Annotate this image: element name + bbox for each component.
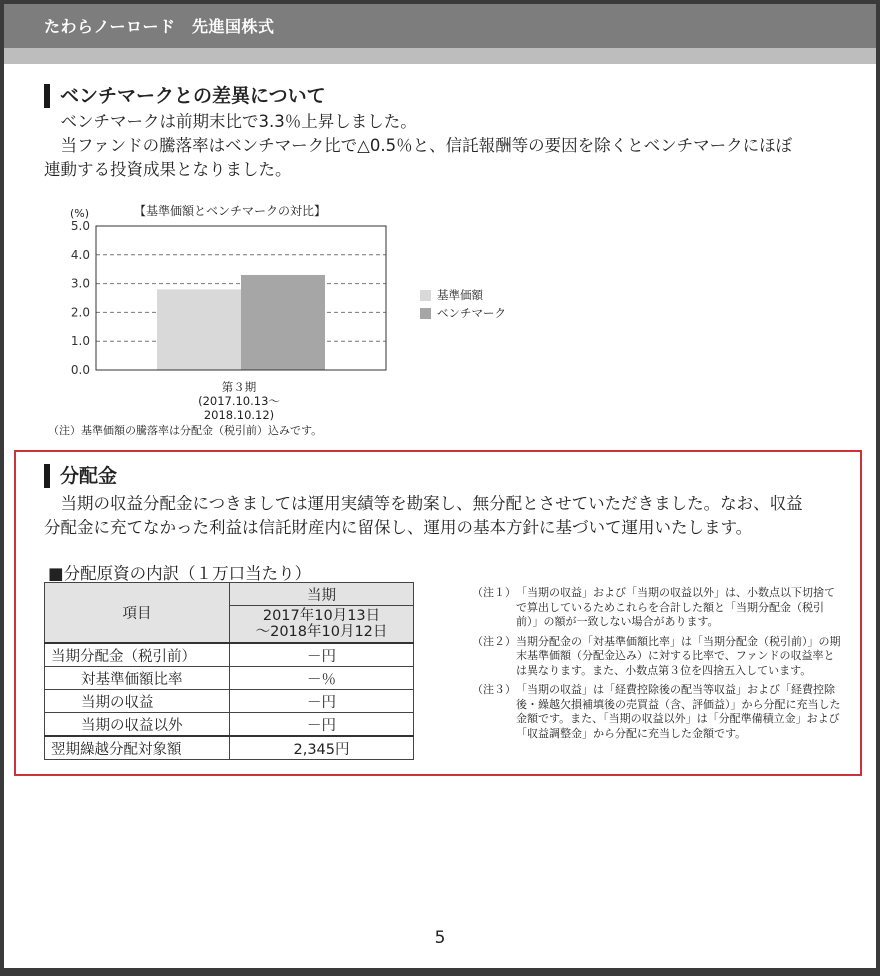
benchmark-heading: ベンチマークとの差異について	[44, 84, 326, 108]
distribution-line-1: 当期の収益分配金につきましては運用実績等を勘案し、無分配とさせていただきました。なお、収益	[44, 494, 803, 513]
note-label: （注３）	[472, 683, 516, 696]
note-text: 「当期の収益」および「当期の収益以外」は、小数点以下切捨てで算出しているためこれらを合計した額と「当期分配金（税引前）」の額が一致しない場合があります。	[516, 586, 835, 628]
row-value: 2,345円	[230, 736, 414, 760]
benchmark-line-2: 当ファンドの騰落率はベンチマーク比で△0.5％と、信託報酬等の要因を除くとベンチマークにほぼ	[44, 136, 793, 155]
table-row	[45, 736, 414, 760]
note-label: （注１）	[472, 586, 516, 599]
row-value: －円	[230, 713, 414, 737]
y-tick-label: 0.0	[70, 363, 90, 377]
document-page	[4, 4, 876, 968]
table-header-period: 当期	[230, 583, 414, 606]
bar-benchmark	[241, 275, 325, 370]
row-value: －円	[230, 690, 414, 713]
row-label: 当期の収益	[45, 690, 230, 713]
y-axis-unit: (%)	[70, 207, 90, 220]
note-text: 「当期の収益」は「経費控除後の配当等収益」および「経費控除後・繰越欠損補填後の売買益（含、評価益）」から分配に充当した金額です。また、「当期の収益以外」は「分配準備積立金」および「収益調整金」から分配に充当した金額です。	[516, 683, 841, 740]
table-row	[45, 667, 414, 690]
table-row	[45, 643, 414, 667]
chart-legend	[420, 287, 506, 323]
period-range-start: 2017年10月13日	[262, 608, 381, 624]
note-label: （注２）	[472, 634, 516, 648]
note-1	[472, 586, 844, 630]
y-tick-label: 1.0	[70, 334, 90, 349]
period-range-end: ～2018年10月12日	[255, 624, 388, 640]
distribution-table	[44, 582, 414, 760]
y-tick-label: 2.0	[70, 305, 90, 320]
legend-label-nav: 基準価額	[437, 288, 483, 302]
legend-swatch-nav	[420, 290, 431, 301]
table-row	[45, 713, 414, 737]
distribution-line-2: 分配金に充てなかった利益は信託財産内に留保し、運用の基本方針に基づいて運用いたします。	[44, 518, 753, 537]
row-label: 対基準価額比率	[45, 667, 230, 690]
table-header-item: 項目	[45, 583, 230, 644]
table-header-period-range	[230, 606, 414, 644]
row-label: 翌期繰越分配対象額	[45, 736, 230, 760]
benchmark-line-1: ベンチマークは前期末比で3.3％上昇しました。	[44, 112, 417, 131]
distribution-table-title: ■分配原資の内訳（１万口当たり）	[48, 564, 312, 583]
note-3	[472, 683, 844, 741]
legend-item-nav	[420, 287, 506, 303]
chart-title: 【基準価額とベンチマークの対比】	[134, 204, 327, 218]
table-row	[45, 690, 414, 713]
note-2	[472, 635, 844, 679]
legend-label-benchmark: ベンチマーク	[437, 306, 506, 320]
distribution-notes	[472, 586, 844, 746]
y-tick-label: 5.0	[70, 219, 90, 233]
benchmark-line-3: 連動する投資成果となりました。	[44, 160, 292, 179]
header-title: たわらノーロード 先進国株式	[44, 17, 275, 36]
x-axis-category-label	[164, 380, 314, 422]
row-label: 当期の収益以外	[45, 713, 230, 737]
row-value: －円	[230, 643, 414, 667]
chart-note: （注）基準価額の騰落率は分配金（税引前）込みです。	[48, 424, 323, 437]
legend-swatch-benchmark	[420, 308, 431, 319]
row-label: 当期分配金（税引前）	[45, 643, 230, 667]
distribution-heading: 分配金	[44, 464, 117, 488]
y-tick-label: 3.0	[70, 276, 90, 291]
row-value: －％	[230, 667, 414, 690]
y-tick-label: 4.0	[70, 247, 90, 262]
page-number: 5	[434, 928, 446, 948]
bar-nav	[157, 289, 241, 370]
legend-item-benchmark	[420, 305, 506, 321]
note-text: 当期分配金の「対基準価額比率」は「当期分配金（税引前）」の期末基準価額（分配金込み）に対する比率で、ファンドの収益率とは異なります。また、小数点第３位を四捨五入しています。	[516, 634, 841, 677]
x-category-line-2: (2017.10.13～2018.10.12)	[198, 394, 280, 422]
x-category-line-1: 第３期	[221, 380, 257, 394]
